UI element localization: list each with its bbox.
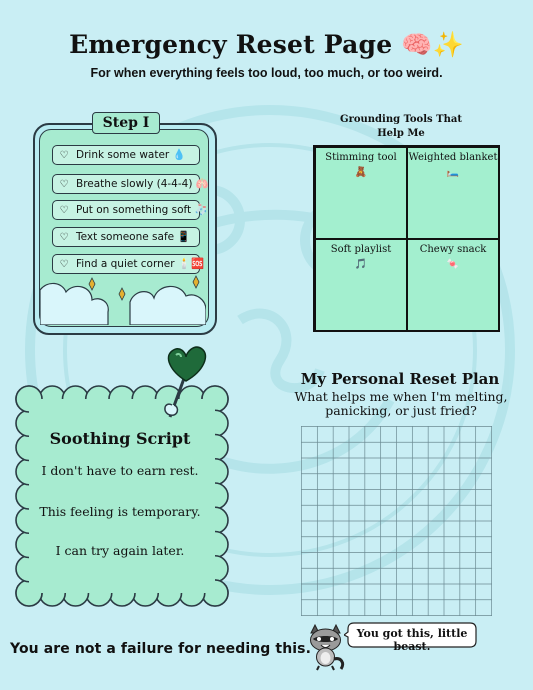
step-item-label: Breathe slowly (4-4-4) 🫁 <box>76 178 209 190</box>
heart-lollipop-icon <box>150 343 220 421</box>
bed-icon: 🛏️ <box>446 167 460 178</box>
music-note-icon: 🎵 <box>354 259 368 270</box>
step-item-label: Drink some water 💧 <box>76 149 186 161</box>
soothing-script-title: Soothing Script <box>49 429 191 448</box>
step-item <box>52 227 200 247</box>
page-subtitle: For when everything feels too loud, too much, or too weird. <box>90 66 443 80</box>
grounding-cell-label: Soft playlist <box>330 244 392 255</box>
grounding-cell <box>315 147 407 239</box>
footer-message: You are not a failure for needing this. <box>10 641 312 657</box>
script-line: I can try again later. <box>55 543 185 558</box>
step-tag: Step I <box>92 112 160 134</box>
step-item-label: Text someone safe 📱 <box>76 231 191 243</box>
candy-icon: 🍬 <box>446 259 460 270</box>
script-line: I don't have to earn rest. <box>41 463 199 478</box>
heart-outline-icon: ♡ <box>59 259 69 270</box>
speech-bubble-text: You got this, little beast. <box>356 627 468 653</box>
heart-outline-icon: ♡ <box>59 205 69 216</box>
grounding-cell <box>407 239 499 331</box>
script-line: This feeling is temporary. <box>39 504 201 519</box>
reset-plan-grid <box>301 426 492 616</box>
reset-plan-subtitle: What helps me when I'm melting, panicking, or just fried? <box>294 389 508 418</box>
grounding-cell-label: Weighted blanket <box>408 152 498 163</box>
grounding-cell <box>315 239 407 331</box>
grounding-cell <box>407 147 499 239</box>
heart-outline-icon: ♡ <box>59 179 69 190</box>
grounding-title: Grounding Tools That Help Me <box>340 114 462 139</box>
step-item <box>52 145 200 165</box>
raccoon-icon <box>303 623 348 671</box>
step-item <box>52 254 205 274</box>
step-item-label: Put on something soft 🧦 <box>76 204 208 216</box>
grounding-grid <box>313 145 500 332</box>
grounding-cell-label: Chewy snack <box>419 244 487 255</box>
teddy-bear-icon: 🧸 <box>354 167 368 178</box>
reset-plan-title: My Personal Reset Plan <box>300 370 500 388</box>
grounding-cell-label: Stimming tool <box>325 152 397 163</box>
heart-outline-icon: ♡ <box>59 232 69 243</box>
clouds-illustration <box>40 272 206 325</box>
page-title: Emergency Reset Page 🧠✨ <box>69 30 464 59</box>
step-item <box>52 174 209 194</box>
step-item <box>52 200 208 220</box>
heart-outline-icon: ♡ <box>59 150 69 161</box>
step-item-label: Find a quiet corner 🕯️🆘 <box>76 258 205 270</box>
